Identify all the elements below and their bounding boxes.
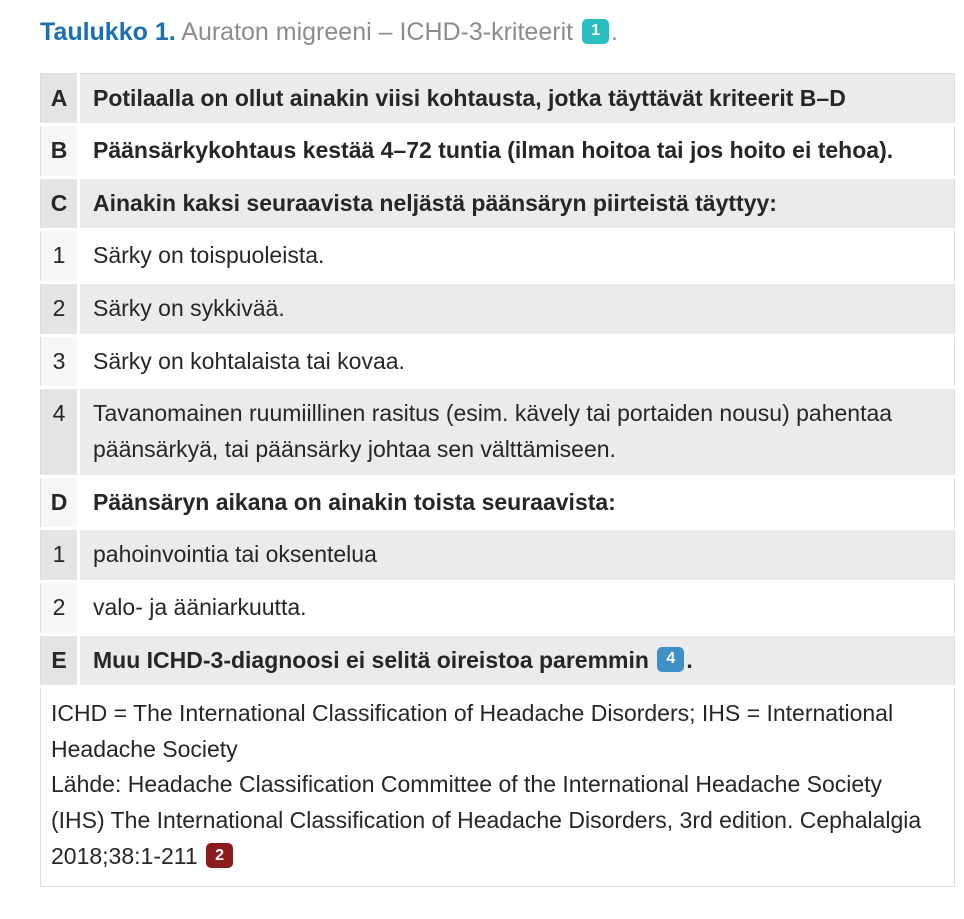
table-row bbox=[41, 335, 955, 388]
row-text: Potilaalla on ollut ainakin viisi kohtausta, jotka täyttävät kriteerit B–D bbox=[79, 73, 955, 125]
table-row bbox=[41, 177, 955, 230]
row-key: E bbox=[41, 634, 79, 687]
row-key: B bbox=[41, 125, 79, 178]
row-key: 3 bbox=[41, 335, 79, 388]
table-caption bbox=[40, 16, 956, 49]
row-period: . bbox=[686, 646, 693, 673]
row-key: 2 bbox=[41, 283, 79, 336]
abbreviations-note: ICHD = The International Classification of Headache Disorders; IHS = International Headache Society bbox=[51, 700, 894, 762]
caption-period: . bbox=[611, 18, 618, 46]
row-text: valo- ja ääniarkuutta. bbox=[79, 581, 955, 634]
row-text: Tavanomainen ruumiillinen rasitus (esim. kävely tai portaiden nousu) pahentaa päänsärkyä, tai päänsärky johtaa sen välttämiseen. bbox=[79, 388, 955, 476]
table-caption-label: Taulukko 1. bbox=[40, 18, 176, 46]
row-text: Särky on sykkivää. bbox=[79, 283, 955, 336]
source-note bbox=[51, 767, 942, 874]
table-row bbox=[41, 283, 955, 336]
table-row bbox=[41, 230, 955, 283]
table-row bbox=[41, 476, 955, 529]
table-row bbox=[41, 73, 955, 125]
row-text: Ainakin kaksi seuraavista neljästä päänsäryn piirteistä täyttyy: bbox=[79, 177, 955, 230]
citation-badge-1[interactable]: 1 bbox=[582, 19, 609, 44]
row-key: 4 bbox=[41, 388, 79, 476]
row-text: pahoinvointia tai oksentelua bbox=[79, 529, 955, 582]
row-key: 1 bbox=[41, 230, 79, 283]
table-row bbox=[41, 581, 955, 634]
row-text bbox=[79, 634, 955, 687]
table-footnote-cell bbox=[41, 687, 955, 887]
table-row bbox=[41, 634, 955, 687]
citation-badge-4[interactable]: 4 bbox=[657, 647, 684, 672]
table-caption-text: Auraton migreeni – ICHD-3-kriteerit bbox=[181, 18, 574, 46]
ichd3-criteria-table bbox=[40, 73, 955, 888]
row-key: D bbox=[41, 476, 79, 529]
table-row bbox=[41, 388, 955, 476]
row-key: C bbox=[41, 177, 79, 230]
row-key: 1 bbox=[41, 529, 79, 582]
row-text-content: Muu ICHD-3-diagnoosi ei selitä oireistoa paremmin bbox=[93, 646, 649, 673]
source-note-text: Lähde: Headache Classification Committee of the International Headache Society (IHS) The International Classification of Headache Disorders, 3rd edition. Cephalalgia 2018;38:1-211 bbox=[51, 771, 922, 869]
table-row bbox=[41, 125, 955, 178]
table-row bbox=[41, 529, 955, 582]
row-key: A bbox=[41, 73, 79, 125]
row-key: 2 bbox=[41, 581, 79, 634]
row-text: Päänsäryn aikana on ainakin toista seuraavista: bbox=[79, 476, 955, 529]
row-text: Särky on kohtalaista tai kovaa. bbox=[79, 335, 955, 388]
row-text: Särky on toispuoleista. bbox=[79, 230, 955, 283]
table-footnote-row bbox=[41, 687, 955, 887]
row-text: Päänsärkykohtaus kestää 4–72 tuntia (ilman hoitoa tai jos hoito ei tehoa). bbox=[79, 125, 955, 178]
citation-badge-2[interactable]: 2 bbox=[206, 843, 233, 868]
